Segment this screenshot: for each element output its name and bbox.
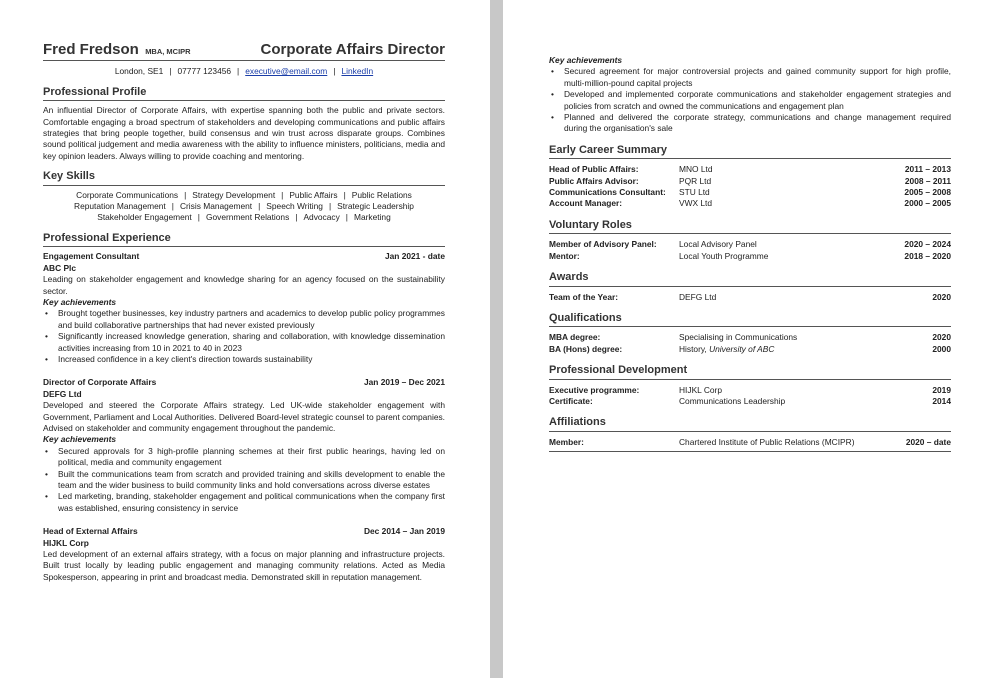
job-entry [43,251,445,365]
job-summary: Led development of an external affairs strategy, with a focus on major planning and infrastructure projects. Built trust locally by leading public engagement and managing community relations. Acted as Media Spokesperson, appearing in print and broadcast media. Demonstrated skill in reputation management. [43,549,445,582]
job-title: Head of External Affairs [43,526,138,537]
profile-text: An influential Director of Corporate Affairs, with expertise spanning both the public and private sectors. Comfortable engaging a broad spectrum of stakeholders and developing communications and public affairs strategies that bring people together, build consensus and win trust across disparate groups. Combines sound political judgement and media awareness with the ability to influence ministers, politicians, media and key opinion leaders. Always willing to provide coaching and mentoring. [43,105,445,161]
job-title: Engagement Consultant [43,251,140,262]
qualification-row: MBA degree: Specialising in Communications 2020 [549,332,951,343]
experience-heading: Professional Experience [43,233,445,247]
candidate-name: Fred Fredson [43,41,139,58]
job-dates: Jan 2021 - date [384,251,445,262]
voluntary-heading: Voluntary Roles [549,220,951,234]
name-block [43,41,191,58]
early-career-row: Communications Consultant: STU Ltd 2005 – 2008 [549,187,951,198]
page-gap [490,0,503,678]
job-dates: Dec 2014 – Jan 2019 [363,526,445,537]
achievement-item: • Led marketing, branding, stakeholder engagement and political communications when the company first was established, ensuring consistency in service [43,491,445,514]
email-link[interactable]: executive@email.com [245,66,328,77]
achievement-item: • Significantly increased knowledge generation, sharing and collaboration, with knowledge dissemination activities increasing from 10 in 2021 to 40 in 2023 [43,331,445,354]
affiliations-heading: Affiliations [549,417,951,431]
awards-heading: Awards [549,272,951,286]
profile-heading: Professional Profile [43,87,445,101]
page-2-content [549,55,951,452]
qualifications-list [549,332,951,355]
early-career-row: Public Affairs Advisor: PQR Ltd 2008 – 2011 [549,175,951,186]
awards-list [549,292,951,303]
voluntary-list [549,239,951,262]
achievement-item: • Developed and implemented corporate communications and stakeholder engagement strategies and policies from scratch and owned the communications and engagement plan [549,89,951,112]
job-summary: Leading on stakeholder engagement and knowledge sharing for an agency focused on the sustainability sector. [43,274,445,296]
location: London, SE1 [114,66,164,77]
achievement-item: • Secured approvals for 3 high-profile planning schemes at their first public hearings, having led on political, media and community engagement [43,446,445,469]
achievements-list [43,308,445,365]
skills-line: Stakeholder Engagement | Government Relations | Advocacy | Marketing [97,212,391,223]
contact-line: London, SE1 | 07777 123456 | executive@email.com | LinkedIn [114,66,374,77]
qualifications-heading: Qualifications [549,313,951,327]
job-entry [43,377,445,514]
development-heading: Professional Development [549,365,951,379]
achievement-item: • Built the communications team from scratch and provided training and skills development to enable the team and the wider business to build community links and hold conversations across diverse estates [43,469,445,492]
cv-page-1 [0,0,490,678]
skills-heading: Key Skills [43,171,445,185]
cv-page-2 [503,0,997,678]
job-company: HIJKL Corp [43,537,89,548]
linkedin-link[interactable]: LinkedIn [341,66,374,77]
achievements-list [549,66,951,134]
early-career-heading: Early Career Summary [549,145,951,159]
development-list [549,385,951,408]
phone: 07777 123456 [177,66,232,77]
development-row: Executive programme: HIJKL Corp 2019 [549,384,951,395]
job-header [43,526,445,537]
achievement-item: • Brought together businesses, key industry partners and academics to develop public policy programmes and build collaborative partnerships that had never existed previously [43,308,445,331]
early-career-list [549,164,951,210]
job-title: Director of Corporate Affairs [43,377,157,388]
achievements-list [43,446,445,514]
key-achievements-label: Key achievements [43,296,117,307]
key-achievements-label: Key achievements [549,55,623,65]
affiliations-list [549,437,951,448]
early-career-row: Head of Public Affairs: MNO Ltd 2011 – 2013 [549,164,951,175]
achievement-item: • Increased confidence in a key client's direction towards sustainability [43,354,445,365]
job-company: ABC Plc [43,262,77,273]
page-1-content [43,41,445,583]
job-company: DEFG Ltd [43,388,82,399]
voluntary-row: Mentor: Local Youth Programme 2018 – 2020 [549,250,951,261]
job-entry [43,526,445,583]
key-achievements-label: Key achievements [43,434,117,445]
job-dates: Jan 2019 – Dec 2021 [363,377,445,388]
affiliation-row: Member: Chartered Institute of Public Relations (MCIPR) 2020 – date [549,436,951,447]
achievement-item: • Secured agreement for major controversial projects and gained community support for high profile, multi-million-pound capital projects [549,66,951,89]
achievement-item: • Planned and delivered the corporate strategy, communications and change management required during the organisation's sale [549,112,951,135]
candidate-credentials: MBA, MCIPR [145,47,191,56]
section-divider [549,448,951,452]
job-header [43,251,445,262]
skills-list [43,190,445,224]
voluntary-row: Member of Advisory Panel: Local Advisory Panel 2020 – 2024 [549,239,951,250]
cv-header [43,41,445,61]
skills-line: Corporate Communications | Strategy Development | Public Affairs | Public Relations [76,189,412,200]
award-row: Team of the Year: DEFG Ltd 2020 [549,291,951,302]
qualification-row: BA (Hons) degree: History, University of ABC 2000 [549,343,951,354]
development-row: Certificate: Communications Leadership 2014 [549,395,951,406]
candidate-title: Corporate Affairs Director [260,41,445,58]
early-career-row: Account Manager: VWX Ltd 2000 – 2005 [549,198,951,209]
skills-line: Reputation Management | Crisis Management | Speech Writing | Strategic Leadership [74,201,414,212]
job-summary: Developed and steered the Corporate Affairs strategy. Led UK-wide stakeholder engagement with Government, Parliament and Local Authorities. Delivered Board-level strategic counsel to parent companies. Advised on stakeholder and community engagement throughout the pandemic. [43,400,445,433]
job-header [43,377,445,388]
